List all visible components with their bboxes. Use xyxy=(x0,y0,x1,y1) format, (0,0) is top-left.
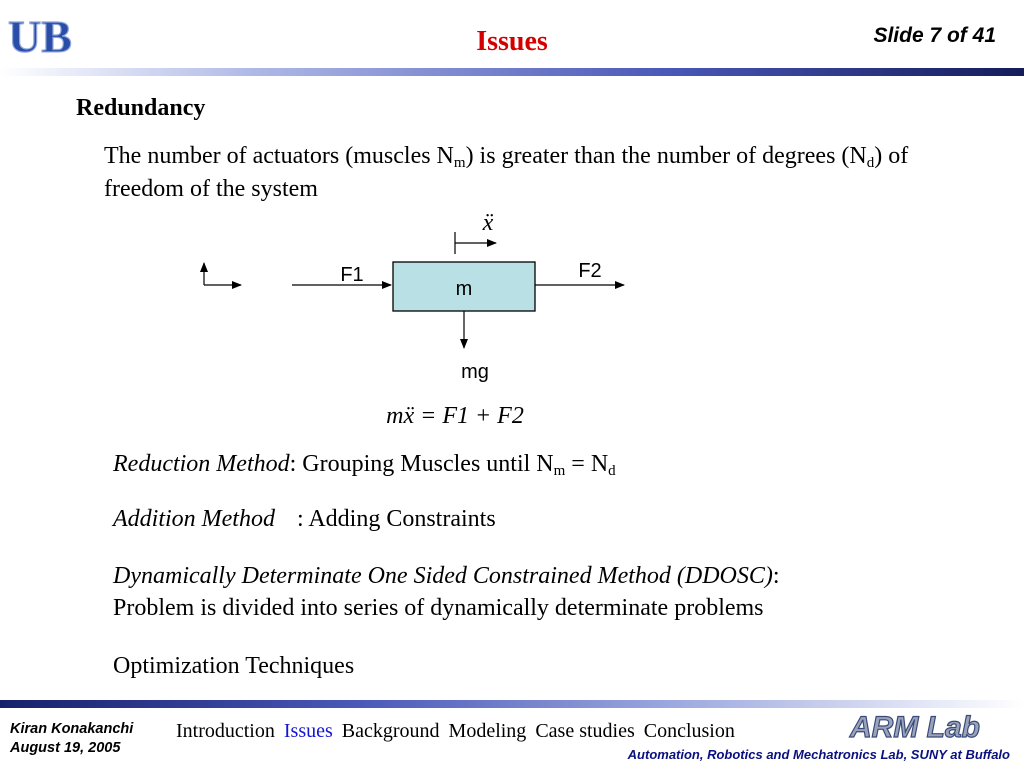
para-sub-m: m xyxy=(453,155,466,171)
ddosc-method-item xyxy=(113,560,973,624)
redundancy-description xyxy=(104,140,944,206)
lab-name: Automation, Robotics and Mechatronics Lab, SUNY at Buffalo xyxy=(627,747,1010,762)
mass-label: m xyxy=(455,278,473,300)
addition-method-text: : Adding Constraints xyxy=(296,506,496,532)
footer-navigation xyxy=(176,720,744,743)
para-sub-d: d xyxy=(866,155,875,171)
author-block xyxy=(10,720,133,758)
author-name: Kiran Konakanchi xyxy=(10,721,134,737)
reduction-method-name: Reduction Method xyxy=(113,451,290,477)
para-text-2: ) is greater than the number of degrees (N xyxy=(465,143,867,169)
para-text-1: The number of actuators (muscles N xyxy=(104,143,454,169)
optimization-item: Optimization Techniques xyxy=(113,653,355,679)
accel-label: ẍ xyxy=(482,210,494,236)
nav-background[interactable]: Background xyxy=(341,720,440,742)
addition-method-name: Addition Method xyxy=(113,506,275,532)
f2-label: F2 xyxy=(578,260,602,282)
arm-lab-logo xyxy=(846,706,1002,746)
ub-logo-text: UB xyxy=(8,11,72,58)
section-heading: Redundancy xyxy=(76,95,206,121)
ddosc-colon: : xyxy=(772,563,780,589)
slide-number: Slide 7 of 41 xyxy=(873,24,996,47)
reduction-sub-m: m xyxy=(553,463,566,479)
reduction-sub-d: d xyxy=(608,463,616,479)
reduction-method-text: : Grouping Muscles until N xyxy=(289,451,554,477)
header-divider-bar xyxy=(0,68,1024,76)
free-body-diagram xyxy=(0,200,1024,440)
nav-issues[interactable]: Issues xyxy=(283,720,333,742)
equation-of-motion: mẍ = F1 + F2 xyxy=(386,403,524,429)
para-text-3: ) of freedom of the system xyxy=(104,143,909,202)
nav-modeling[interactable]: Modeling xyxy=(448,720,527,742)
coordinate-axes xyxy=(204,263,241,285)
reduction-method-item xyxy=(113,448,616,480)
reduction-eq: = N xyxy=(565,451,609,477)
slide-title: Issues xyxy=(476,26,548,57)
nav-introduction[interactable]: Introduction xyxy=(176,720,275,742)
nav-conclusion[interactable]: Conclusion xyxy=(643,720,735,742)
presentation-date: August 19, 2005 xyxy=(10,740,121,756)
arm-lab-logo-text: ARM Lab xyxy=(850,711,980,744)
weight-label: mg xyxy=(461,361,489,383)
ddosc-method-text: Problem is divided into series of dynamically determinate problems xyxy=(113,595,764,621)
ddosc-method-name: Dynamically Determinate One Sided Constrained Method (DDOSC) xyxy=(113,563,773,589)
addition-method-item xyxy=(113,503,496,535)
nav-case-studies[interactable]: Case studies xyxy=(535,720,635,742)
f1-label: F1 xyxy=(340,264,364,286)
